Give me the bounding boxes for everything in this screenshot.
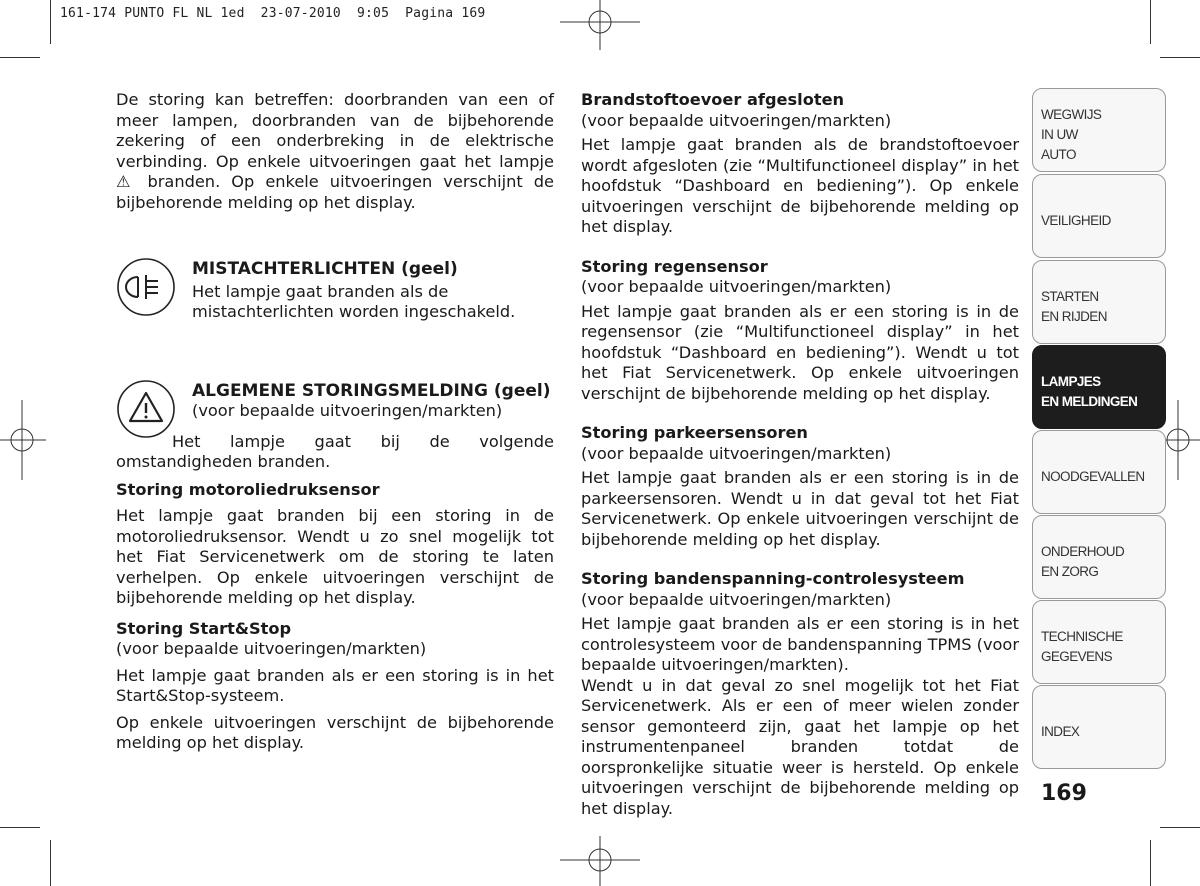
print-slug: 161-174 PUNTO FL NL 1ed 23-07-2010 9:05 Pagina 169 xyxy=(60,6,486,21)
tpms-text-2: Wendt u in dat geval zo snel mogelijk tot het Fiat Servicenetwerk. Als er een of meer wielen zonder sensor gemonteerd zijn, gaat het lampje op het instrumentenpaneel branden totdat de oorspronkelijke situatie weer is hersteld. Op enkele uitvoeringen verschijnt de bijbehorende melding op het display. xyxy=(581,675,1019,818)
tab-label-line: EN ZORG xyxy=(1041,564,1099,579)
tab-starten[interactable] xyxy=(1032,260,1166,344)
tab-label-line: STARTEN xyxy=(1041,289,1099,304)
crop-mark xyxy=(1160,827,1200,828)
registration-mark-top xyxy=(560,0,640,50)
page-number: 169 xyxy=(1041,781,1087,806)
tab-label-line: EN RIJDEN xyxy=(1041,309,1107,324)
parking-sensor-text: Het lampje gaat branden als er een storing is in de parkeersensoren. Wendt u in dat geval tot het Fiat Servicenetwerk. Op enkele uitvoeringen verschijnt de bijbehorende melding op het display. xyxy=(581,468,1019,549)
rain-sensor-subtitle: (voor bepaalde uitvoeringen/markten) xyxy=(581,277,892,296)
start-stop-subtitle: (voor bepaalde uitvoeringen/markten) xyxy=(116,639,427,658)
fuel-cutoff-title: Brandstoftoevoer afgesloten xyxy=(581,90,845,109)
crop-mark xyxy=(50,0,51,44)
oil-sensor-title: Storing motoroliedruksensor xyxy=(116,479,380,499)
tab-onderhoud[interactable] xyxy=(1032,515,1166,599)
general-warning-triangle-icon xyxy=(116,379,176,439)
oil-sensor-text: Het lampje gaat branden bij een storing in de motoroliedruksensor. Wendt u zo snel mogelijk tot het Fiat Servicenetwerk om de storing te laten verhelpen. Op enkele uitvoeringen verschijnt de bijbehorende melding op het display. xyxy=(116,506,554,607)
tab-index[interactable] xyxy=(1032,685,1166,769)
registration-mark-left xyxy=(0,400,46,480)
start-stop-text-1: Het lampje gaat branden als er een storing is in het Start&Stop-systeem. xyxy=(116,665,554,705)
fog-light-title: MISTACHTERLICHTEN (geel) xyxy=(192,259,458,279)
tab-wegwijs[interactable] xyxy=(1032,88,1166,172)
start-stop-title: Storing Start&Stop xyxy=(116,618,292,638)
general-warning-subtitle: (voor bepaalde uitvoeringen/markten) xyxy=(192,401,503,420)
general-warning-text: Het lampje gaat bij de volgende omstandigheden branden. xyxy=(116,431,554,471)
tab-label-line: IN UW xyxy=(1041,127,1078,142)
general-warning-section xyxy=(116,381,554,422)
tab-label-line: TECHNISCHE xyxy=(1041,629,1123,644)
fuel-cutoff-subtitle: (voor bepaalde uitvoeringen/markten) xyxy=(581,110,892,130)
start-stop-text-2: Op enkele uitvoeringen verschijnt de bijbehorende melding op het display. xyxy=(116,712,554,752)
intro-paragraph: De storing kan betreffen: doorbranden van een of meer lampen, doorbranden van de bijbehorende zekering of een onderbreking in de elektrische verbinding. Op enkele uitvoeringen gaat het lampje ⚠ branden. Op enkele uitvoeringen verschijnt de bijbehorende melding op het display. xyxy=(116,90,554,212)
tab-label-line: GEGEVENS xyxy=(1041,649,1112,664)
tab-label-line: LAMPJES xyxy=(1041,374,1101,389)
tab-label-line: EN MELDINGEN xyxy=(1041,394,1138,409)
crop-mark xyxy=(1150,0,1151,44)
general-warning-title: ALGEMENE STORINGSMELDING (geel) xyxy=(192,381,551,401)
left-column xyxy=(116,90,554,754)
fog-light-section xyxy=(116,259,554,323)
registration-mark-bottom xyxy=(560,836,640,886)
crop-mark xyxy=(1150,840,1151,886)
tab-technische[interactable] xyxy=(1032,600,1166,684)
tpms-title: Storing bandenspanning-controlesysteem xyxy=(581,569,965,588)
crop-mark xyxy=(0,57,40,58)
tab-label-line: VEILIGHEID xyxy=(1041,213,1111,228)
tab-veiligheid[interactable] xyxy=(1032,174,1166,258)
crop-mark xyxy=(1160,57,1200,58)
tab-lampjes[interactable] xyxy=(1032,345,1166,429)
rain-sensor-text: Het lampje gaat branden als er een storing is in de regensensor (zie “Multifunctioneel display” in het hoofdstuk “Dashboard en bediening”). Wendt u tot het Fiat Servicenetwerk. Op enkele uitvoeringen verschijnt de bijbehorende melding op het display. xyxy=(581,301,1019,403)
tpms-text-1: Het lampje gaat branden als er een storing is in het controlesysteem voor de bandenspanning TPMS (voor bepaalde uitvoeringen/markten). xyxy=(581,614,1019,674)
right-column xyxy=(581,90,1019,819)
tab-noodgevallen[interactable] xyxy=(1032,430,1166,514)
parking-sensor-subtitle: (voor bepaalde uitvoeringen/markten) xyxy=(581,443,892,463)
tab-label-line: ONDERHOUD xyxy=(1041,544,1125,559)
rear-fog-light-icon xyxy=(116,257,176,317)
parking-sensor-title: Storing parkeersensoren xyxy=(581,423,808,442)
tab-label-line: INDEX xyxy=(1041,724,1080,739)
rain-sensor-title: Storing regensensor xyxy=(581,256,768,276)
tpms-subtitle: (voor bepaalde uitvoeringen/markten) xyxy=(581,589,892,609)
tab-label-line: AUTO xyxy=(1041,147,1076,162)
tab-label-line: WEGWIJS xyxy=(1041,107,1102,122)
crop-mark xyxy=(0,827,40,828)
tab-label-line: NOODGEVALLEN xyxy=(1041,469,1145,484)
crop-mark xyxy=(50,840,51,886)
fuel-cutoff-text: Het lampje gaat branden als de brandstoftoevoer wordt afgesloten (zie “Multifunctioneel display” in het hoofdstuk “Dashboard en bediening”). Op enkele uitvoeringen verschijnt de bijbehorende melding op het display. xyxy=(581,135,1019,236)
fog-light-text: Het lampje gaat branden als de mistachterlichten worden ingeschakeld. xyxy=(192,281,516,321)
